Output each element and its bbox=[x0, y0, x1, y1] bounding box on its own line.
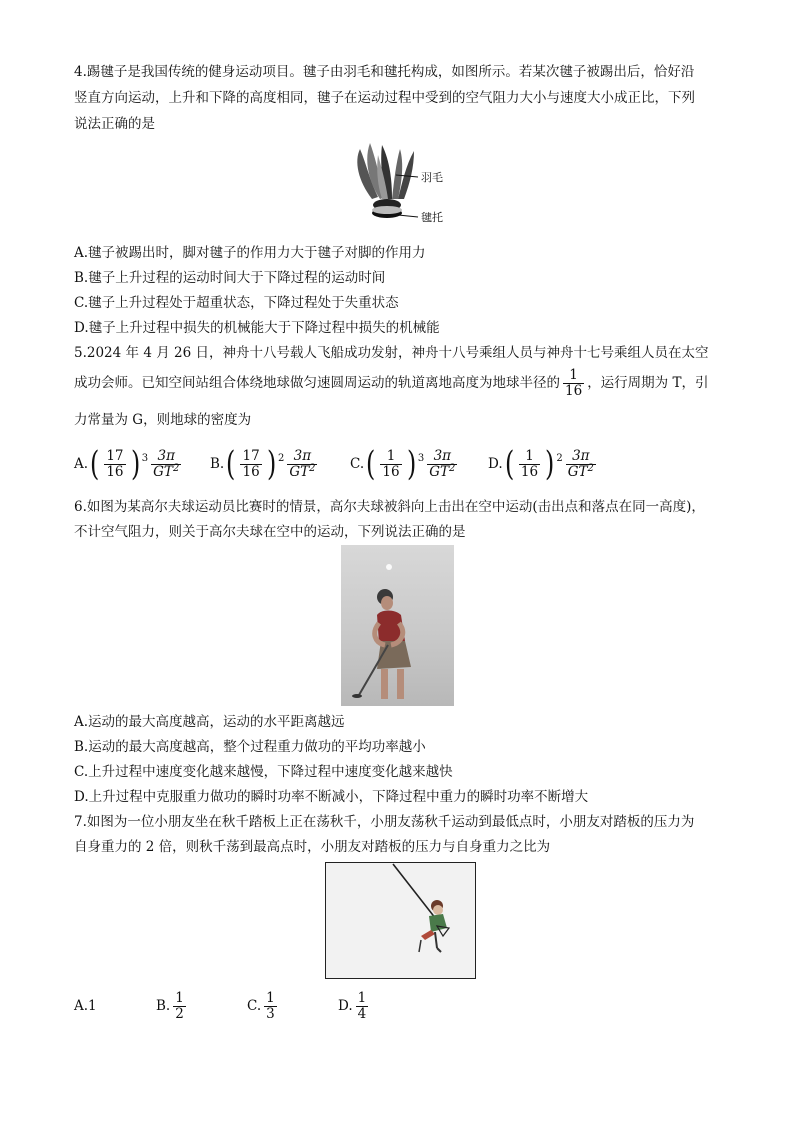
q4-option-a: A.毽子被踢出时，脚对毽子的作用力大于毽子对脚的作用力 bbox=[74, 245, 426, 261]
fraction-denominator bbox=[427, 462, 457, 480]
option-label: A. bbox=[74, 998, 89, 1014]
option-fraction bbox=[356, 991, 369, 1022]
exponent: 2 bbox=[277, 452, 285, 464]
left-paren: ( bbox=[226, 444, 236, 484]
q5-stem-line-1: 5.2024 年 4 月 26 日，神舟十八号载人飞船成功发射，神舟十八号乘组人员与神舟十七号乘组人员在太空 bbox=[74, 345, 709, 361]
fraction-denominator bbox=[151, 462, 181, 480]
q5-height-fraction bbox=[563, 368, 584, 399]
q5-stem-line-2 bbox=[74, 364, 708, 402]
fraction-numerator: 3π bbox=[287, 449, 317, 465]
q6-option-b: B.运动的最大高度越高，整个过程重力做功的平均功率越小 bbox=[74, 739, 426, 755]
golfer-photo bbox=[341, 545, 454, 706]
shuttlecock-figure bbox=[342, 141, 450, 231]
q7-stem-line-1: 7.如图为一位小朋友坐在秋千踏板上正在荡秋千，小朋友荡秋千运动到最低点时，小朋友对踏板的压力为 bbox=[74, 814, 695, 830]
option-label: C. bbox=[247, 998, 262, 1014]
base-fraction bbox=[519, 449, 540, 480]
option-value: 1 bbox=[88, 998, 97, 1014]
fraction-numerator: 3π bbox=[566, 449, 596, 465]
fraction-numerator: 17 bbox=[106, 447, 124, 464]
q5-option-d bbox=[488, 436, 599, 492]
q4-stem-line-3: 说法正确的是 bbox=[74, 116, 155, 132]
exponent: 3 bbox=[417, 452, 425, 464]
feather-label: 羽毛 bbox=[421, 171, 443, 184]
q4-stem-line-1: 4.踢毽子是我国传统的健身运动项目。毽子由羽毛和毽托构成，如图所示。若某次毽子被踢出后，恰好沿 bbox=[74, 64, 695, 80]
q7-option-b bbox=[156, 986, 189, 1026]
swing-figure bbox=[325, 862, 476, 979]
option-label: D. bbox=[488, 456, 503, 472]
option-label: D. bbox=[338, 998, 353, 1014]
right-paren: ) bbox=[545, 444, 555, 484]
fraction-denominator: 16 bbox=[242, 463, 260, 480]
fraction-denominator: 4 bbox=[357, 1005, 367, 1022]
den-exponent: 2 bbox=[449, 462, 456, 474]
right-paren: ) bbox=[406, 444, 416, 484]
den-text: GT bbox=[289, 463, 310, 480]
option-fraction bbox=[264, 991, 277, 1022]
q7-stem-line-2: 自身重力的 2 倍，则秋千荡到最高点时，小朋友对踏板的压力与自身重力之比为 bbox=[74, 839, 551, 855]
q4-option-d: D.毽子上升过程中损失的机械能大于下降过程中损失的机械能 bbox=[74, 320, 440, 336]
q7-option-c bbox=[247, 986, 280, 1026]
density-fraction bbox=[287, 449, 317, 480]
golfer-icon bbox=[341, 545, 454, 706]
fraction-numerator: 1 bbox=[519, 449, 540, 465]
q4-option-b: B.毽子上升过程的运动时间大于下降过程的运动时间 bbox=[74, 270, 386, 286]
exponent: 3 bbox=[141, 452, 149, 464]
den-text: GT bbox=[429, 463, 450, 480]
q4-stem-line-2: 竖直方向运动，上升和下降的高度相同，毽子在运动过程中受到的空气阻力大小与速度大小成正比，下列 bbox=[74, 90, 695, 106]
q6-stem-line-2: 不计空气阻力，则关于高尔夫球在空中的运动，下列说法正确的是 bbox=[74, 524, 466, 540]
q7-option-d bbox=[338, 986, 371, 1026]
fraction-denominator: 2 bbox=[175, 1005, 184, 1022]
fraction-numerator: 17 bbox=[242, 447, 260, 464]
fraction-numerator: 1 bbox=[563, 368, 584, 384]
option-label: A. bbox=[74, 456, 89, 472]
option-label: B. bbox=[156, 998, 171, 1014]
base-fraction bbox=[104, 449, 125, 480]
q7-option-a bbox=[74, 986, 97, 1026]
option-label: B. bbox=[210, 456, 225, 472]
q4-option-c: C.毽子上升过程处于超重状态，下降过程处于失重状态 bbox=[74, 295, 399, 311]
fraction-numerator: 1 bbox=[266, 989, 275, 1006]
q6-option-a: A.运动的最大高度越高，运动的水平距离越远 bbox=[74, 714, 345, 730]
q5-option-a bbox=[74, 436, 184, 492]
left-paren: ( bbox=[504, 444, 514, 484]
density-fraction bbox=[427, 449, 457, 480]
fraction-denominator: 16 bbox=[382, 463, 400, 480]
den-text: GT bbox=[567, 463, 588, 480]
shuttlecock-icon bbox=[342, 141, 450, 231]
q6-stem-line-1: 6.如图为某高尔夫球运动员比赛时的情景，高尔夫球被斜向上击出在空中运动(击出点和落点在同一高度)， bbox=[74, 499, 705, 515]
fraction-denominator bbox=[566, 462, 596, 480]
den-text: GT bbox=[153, 463, 173, 480]
q5-option-c bbox=[350, 436, 460, 492]
den-exponent: 2 bbox=[309, 462, 316, 474]
base-fraction bbox=[380, 449, 401, 480]
left-paren: ( bbox=[366, 444, 376, 484]
fraction-denominator: 16 bbox=[565, 383, 583, 399]
option-fraction bbox=[173, 991, 186, 1022]
exponent: 2 bbox=[556, 452, 563, 464]
fraction-numerator: 3π bbox=[151, 449, 181, 465]
right-paren: ) bbox=[130, 444, 140, 484]
fraction-numerator: 1 bbox=[175, 989, 184, 1006]
right-paren: ) bbox=[266, 444, 276, 484]
fraction-denominator: 3 bbox=[266, 1005, 275, 1022]
fraction-numerator: 1 bbox=[357, 989, 367, 1006]
density-fraction bbox=[566, 449, 596, 480]
base-label: 毽托 bbox=[421, 211, 443, 224]
fraction-numerator: 1 bbox=[380, 449, 401, 465]
density-fraction bbox=[151, 449, 181, 480]
fraction-denominator: 16 bbox=[106, 463, 124, 480]
left-paren: ( bbox=[90, 444, 100, 484]
den-exponent: 2 bbox=[172, 462, 180, 474]
den-exponent: 2 bbox=[587, 462, 594, 474]
option-label: C. bbox=[350, 456, 365, 472]
base-fraction bbox=[240, 449, 261, 480]
q6-option-d: D.上升过程中克服重力做功的瞬时功率不断减小，下降过程中重力的瞬时功率不断增大 bbox=[74, 789, 589, 805]
q5-stem-line-2-post: ，运行周期为 T，引 bbox=[587, 375, 709, 391]
q5-stem-line-2-pre: 成功会师。已知空间站组合体绕地球做匀速圆周运动的轨道离地高度为地球半径的 bbox=[74, 375, 560, 391]
q6-option-c: C.上升过程中速度变化越来越慢，下降过程中速度变化越来越快 bbox=[74, 764, 453, 780]
swing-icon bbox=[325, 862, 476, 979]
fraction-numerator: 3π bbox=[427, 449, 457, 465]
q5-stem-line-3: 力常量为 G，则地球的密度为 bbox=[74, 412, 252, 428]
fraction-denominator: 16 bbox=[520, 463, 539, 480]
q5-option-b bbox=[210, 436, 320, 492]
fraction-denominator bbox=[287, 462, 317, 480]
